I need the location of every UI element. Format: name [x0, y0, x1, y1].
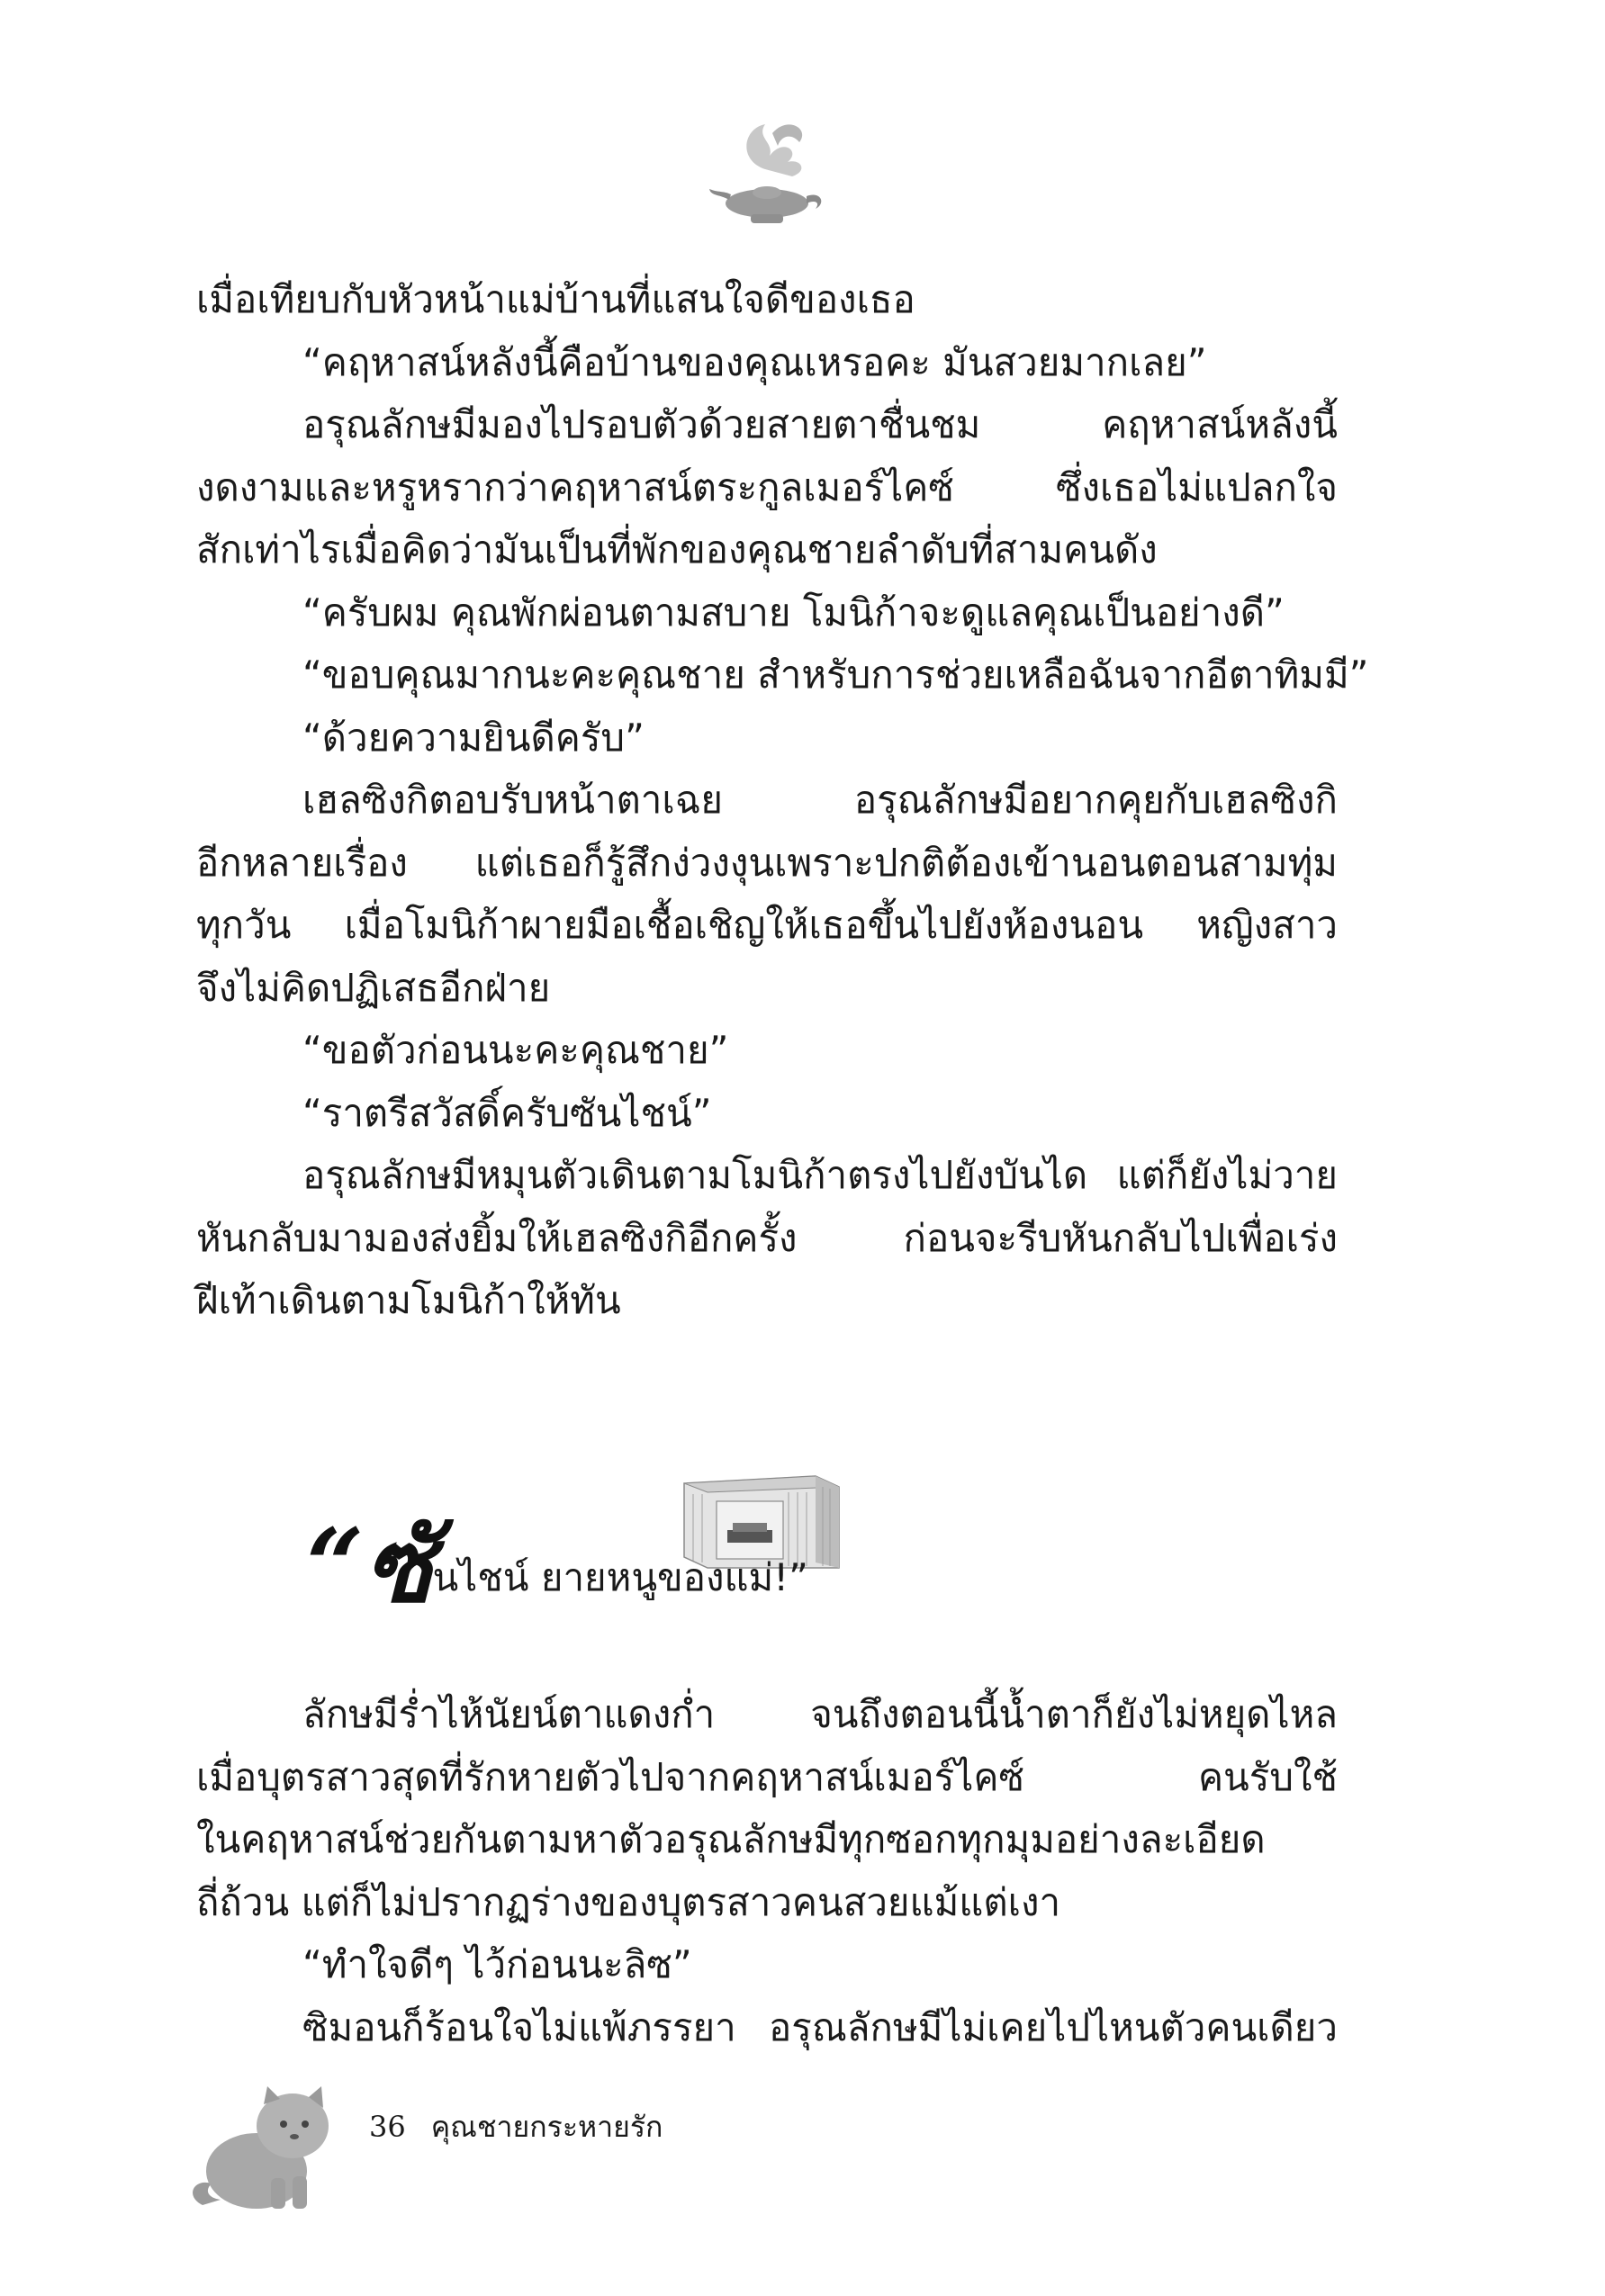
text-line: ทุกวัน เมื่อโมนิก้าผายมือเชื้อเชิญให้เธอขึ้นไปยังห้องนอน หญิงสาว — [196, 903, 1338, 947]
page-number: 36 — [369, 2110, 406, 2144]
magic-lamp-icon — [702, 106, 837, 241]
text-line: อีกหลายเรื่อง แต่เธอก็รู้สึกง่วงงุนเพราะปกติต้องเข้านอนตอนสามทุ่ม — [196, 840, 1338, 885]
body-text-bottom — [196, 1683, 1338, 2058]
text-line: “คฤหาสน์หลังนี้คือบ้านของคุณเหรอคะ มันสวยมากเลย” — [302, 339, 1207, 384]
text-line: หันกลับมามองส่งยิ้มให้เฮลซิงกิอีกครั้ง ก่อนจะรีบหันกลับไปเพื่อเร่ง — [196, 1215, 1338, 1260]
text-line: อรุณลักษมีหมุนตัวเดินตามโมนิก้าตรงไปยังบันได แต่ก็ยังไม่วาย — [302, 1153, 1338, 1197]
text-line: “ครับผม คุณพักผ่อนตามสบาย โมนิก้าจะดูแลคุณเป็นอย่างดี” — [302, 590, 1285, 635]
text-line: เมื่อบุตรสาวสุดที่รักหายตัวไปจากคฤหาสน์เมอร์ไคซ์ คนรับใช้ — [196, 1754, 1338, 1799]
text-line: เฮลซิงกิตอบรับหน้าตาเฉย อรุณลักษมีอยากคุยกับเฮลซิงกิ — [302, 778, 1338, 822]
drop-cap: “ซั — [306, 1508, 433, 1625]
text-line: “ราตรีสวัสดิ์ครับซันไชน์” — [302, 1090, 712, 1135]
book-title: คุณชายกระหายรัก — [430, 2110, 663, 2144]
text-line: “ทำใจดีๆ ไว้ก่อนนะลิซ” — [302, 1942, 692, 1986]
text-line: “ขอตัวก่อนนะคะคุณชาย” — [302, 1028, 729, 1072]
body-text-top — [196, 268, 1369, 1332]
page-footer — [369, 2104, 663, 2150]
text-line: จึงไม่คิดปฏิเสธอีกฝ่าย — [196, 965, 551, 1010]
section-opening — [306, 1508, 808, 1625]
text-line: เมื่อเทียบกับหัวหน้าแม่บ้านที่แสนใจดีของเธอ — [196, 277, 915, 321]
text-line: ฝีเท้าเดินตามโมนิก้าให้ทัน — [196, 1278, 621, 1322]
text-line: “ด้วยความยินดีครับ” — [302, 715, 645, 760]
text-line: “ขอบคุณมากนะคะคุณชาย สำหรับการช่วยเหลือฉันจากอีตาทิมมี” — [302, 653, 1369, 697]
text-line: สักเท่าไรเมื่อคิดว่ามันเป็นที่พักของคุณชายลำดับที่สามคนดัง — [196, 527, 1158, 572]
text-line: ลักษมีร่ำไห้นัยน์ตาแดงก่ำ จนถึงตอนนี้น้ำตาก็ยังไม่หยุดไหล — [302, 1692, 1338, 1736]
text-line: งดงามและหรูหรากว่าคฤหาสน์ตระกูลเมอร์ไคซ์ ซึ่งเธอไม่แปลกใจ — [196, 464, 1338, 509]
text-line: ซิมอนก็ร้อนใจไม่แพ้ภรรยา อรุณลักษมีไม่เคยไปไหนตัวคนเดียว — [302, 2004, 1338, 2049]
text-line: ในคฤหาสน์ช่วยกันตามหาตัวอรุณลักษมีทุกซอกทุกมุมอย่างละเอียด — [196, 1817, 1266, 1861]
cat-illustration — [185, 2070, 347, 2214]
text-line: ถี่ถ้วน แต่ก็ไม่ปรากฏร่างของบุตรสาวคนสวยแม้แต่เงา — [196, 1879, 1061, 1924]
text-line: อรุณลักษมีมองไปรอบตัวด้วยสายตาชื่นชม คฤหาสน์หลังนี้ — [302, 402, 1338, 446]
opening-line: นไชน์ ยายหนูของแม่!” — [432, 1555, 808, 1599]
